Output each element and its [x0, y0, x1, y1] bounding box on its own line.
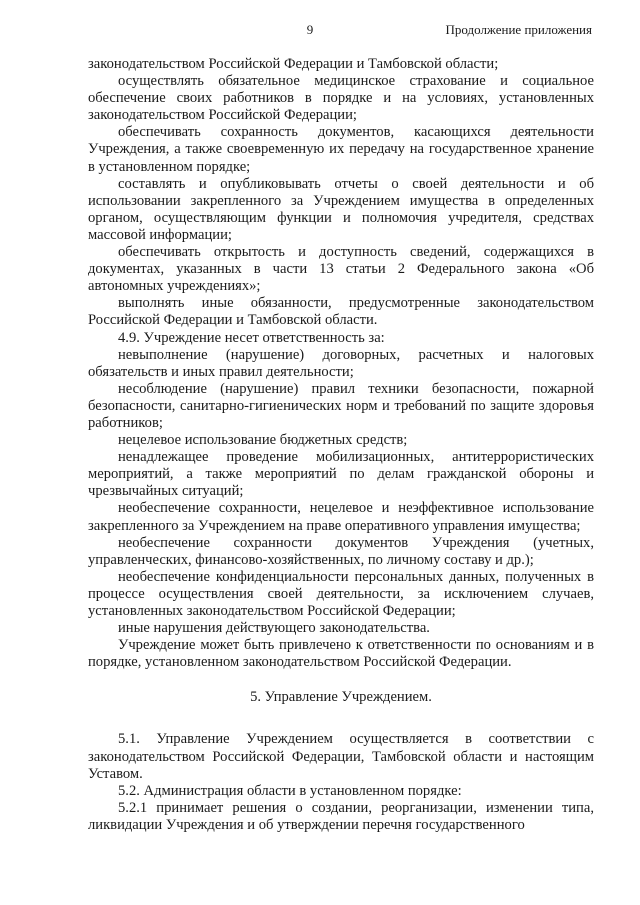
paragraph: 5.2.1 принимает решения о создании, реорганизации, изменении типа, ликвидации Учреждения и об утверждении перечня государственного [88, 799, 594, 833]
paragraph: необеспечение сохранности документов Учреждения (учетных, управленческих, финансово-хозяйственных, по личному составу и др.); [88, 534, 594, 568]
paragraph: 4.9. Учреждение несет ответственность за: [118, 329, 385, 346]
paragraph: невыполнение (нарушение) договорных, расчетных и налоговых обязательств и иных правил деятельности; [88, 346, 594, 380]
paragraph: 5.1. Управление Учреждением осуществляется в соответствии с законодательством Российской Федерации, Тамбовской области и настоящим Уставом. [88, 731, 594, 782]
paragraph: нецелевое использование бюджетных средств; [118, 432, 408, 449]
paragraph: обеспечивать сохранность документов, касающихся деятельности Учреждения, а также своевременную их передачу на государственное хранение в установленном порядке; [88, 124, 594, 175]
paragraph: законодательством Российской Федерации и Тамбовской области; [88, 56, 499, 72]
paragraph: Учреждение может быть привлечено к ответственности по основаниям и в порядке, установленном законодательством Российской Федерации. [88, 637, 594, 671]
section-heading: 5. Управление Учреждением. [250, 689, 432, 706]
paragraph: ненадлежащее проведение мобилизационных, антитеррористических мероприятий, а также мероприятий по делам гражданской обороны и чрезвычайных ситуаций; [88, 449, 594, 500]
page-number: 9 [306, 22, 314, 37]
paragraph: осуществлять обязательное медицинское страхование и социальное обеспечение своих работников в порядке и на условиях, установленных законодательством Российской Федерации; [88, 73, 594, 124]
paragraph: необеспечение сохранности, нецелевое и неэффективное использование закрепленного за Учреждением на праве оперативного управления имущества; [88, 500, 594, 534]
paragraph: составлять и опубликовывать отчеты о своей деятельности и об использовании закрепленного за Учреждением имущества в определенных органом, осуществляющим функции и полномочия учредителя, средствах массовой информации; [88, 175, 594, 243]
paragraph: иные нарушения действующего законодательства. [118, 620, 430, 637]
running-head: Продолжение приложения [445, 22, 592, 37]
document-body [88, 56, 594, 834]
paragraph: 5.2. Администрация области в установленном порядке: [118, 782, 462, 799]
paragraph: несоблюдение (нарушение) правил техники безопасности, пожарной безопасности, санитарно-гигиенических норм и требований по защите здоровья работников; [88, 380, 594, 431]
paragraph: обеспечивать открытость и доступность сведений, содержащихся в документах, указанных в части 13 статьи 2 Федерального закона «Об автономных учреждениях»; [88, 244, 594, 295]
paragraph: необеспечение конфиденциальности персональных данных, полученных в процессе осуществления своей деятельности, за исключением случаев, установленных законодательством Российской Федерации; [88, 568, 594, 619]
paragraph: выполнять иные обязанности, предусмотренные законодательством Российской Федерации и Тамбовской области. [88, 295, 594, 329]
